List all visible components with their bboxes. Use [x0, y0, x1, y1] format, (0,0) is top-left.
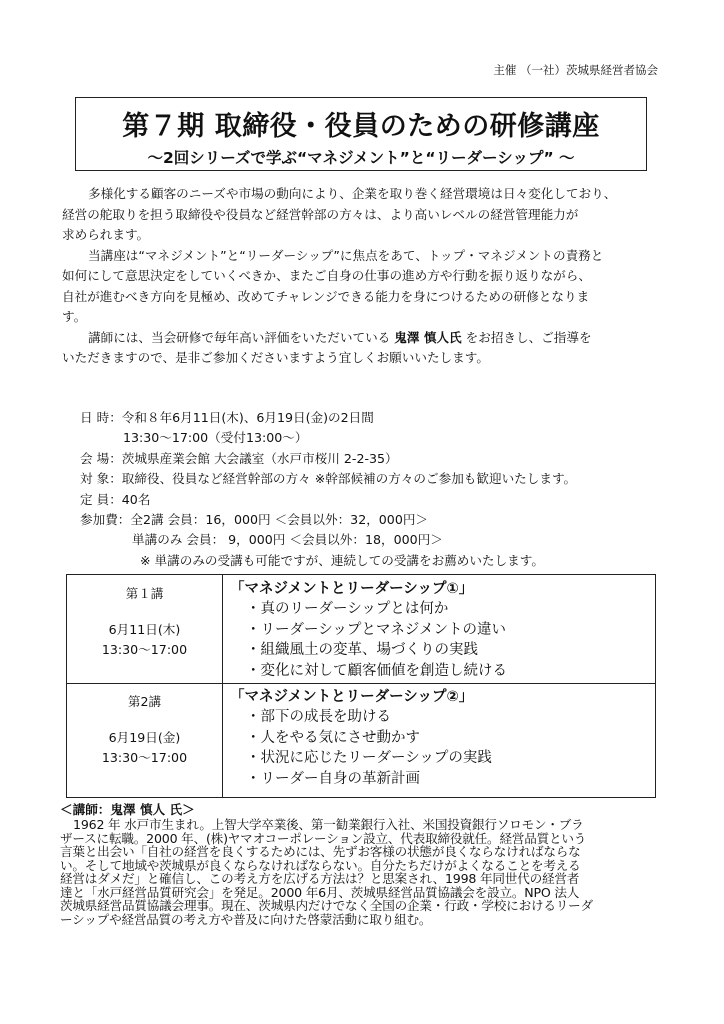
session-content — [230, 687, 649, 789]
fee-note: ※ 単講のみの受講も可能ですが、連続しての受講をお薦めいたします。 — [140, 552, 544, 568]
session-topic: ・状況に応じたリーダーシップの実践 — [246, 750, 492, 766]
fee-row — [80, 510, 680, 530]
target-label: 対 象： — [80, 471, 122, 487]
intro-line: 当講座は“マネジメント”と“リーダーシップ”に焦点をあて、トップ・マネジメントの責務と — [88, 247, 604, 263]
speaker-bio — [60, 801, 680, 926]
session-date: 6月11日(木) — [108, 622, 181, 637]
capacity-row — [80, 490, 680, 510]
page-title: 第７期 取締役・役員のための研修講座 — [122, 111, 600, 142]
session-topic: ・リーダーシップとマネジメントの違い — [246, 621, 506, 638]
session-topic: ・部下の成長を助ける — [246, 709, 391, 725]
intro-line: す。 — [62, 309, 87, 324]
fee-all: 全2講 会員：16，000円 ＜会員以外：32，000円＞ — [130, 512, 429, 528]
session-time: 13:30～17:00 — [101, 642, 188, 657]
intro-line: 求められます。 — [62, 227, 150, 242]
bio-line: 経営はダメだ」と確信し、この考え方を広げる方法は？と思案され、1998 年同世代の経営者 — [60, 871, 580, 886]
session-number: 第１講 — [125, 586, 164, 601]
speaker-name: 鬼澤 慎人氏 — [394, 329, 462, 345]
bio-line: 達と「水戸経営品質研究会」を発足。2000 年6月、茨城県経営品質協議会を設立。NPO 法人 — [60, 884, 580, 900]
fee-single: 単講のみ 会員： 9，000円 ＜会員以外：18，000円＞ — [132, 532, 443, 548]
time-value: 13:30～17:00（受付13:00～） — [123, 430, 308, 446]
session-number: 第2講 — [127, 694, 162, 709]
session-info — [67, 575, 223, 683]
intro-paragraph-1 — [62, 184, 662, 246]
venue-row — [80, 449, 680, 469]
intro-paragraph-2 — [62, 246, 662, 328]
bio-line: い。そして地域や茨城県が良くならなければならない。自分たちだけがよくなることを考える — [60, 857, 581, 873]
session-topic: ・リーダー自身の革新計画 — [246, 770, 420, 787]
target-row — [80, 469, 680, 489]
capacity-label: 定 員： — [80, 491, 122, 507]
fee-label: 参加費： — [80, 512, 131, 528]
event-details — [80, 408, 680, 571]
organizer: 主催 （一社）茨城県経営者協会 — [493, 63, 658, 77]
session-topic: ・真のリーダーシップとは何か — [246, 601, 449, 617]
intro-line: いただきますので、是非ご参加くださいますよう宜しくお願いいたします。 — [62, 350, 489, 365]
date-value: 令和８年6月11日(木)、6月19日(金)の2日間 — [121, 410, 374, 425]
session-topic: ・変化に対して顧客価値を創造し続ける — [246, 662, 507, 679]
session-topic: ・組織風土の変革、場づくりの実践 — [246, 642, 478, 658]
venue-label: 会 場： — [80, 450, 122, 466]
bio-line: 言葉と出会い「自社の経営を良くするためには、先ずお客様の状態が良くならなければならな — [60, 844, 581, 859]
session-row — [67, 683, 655, 797]
session-time: 13:30～17:00 — [101, 750, 188, 765]
intro-text — [62, 184, 662, 369]
session-title: 「マネジメントとリーダーシップ②」 — [230, 689, 474, 705]
bio-text — [60, 818, 680, 926]
intro-line: 自社が進むべき方向を見極め、改めてチャレンジできる能力を身につけるための研修となりま — [62, 288, 590, 304]
page-subtitle: ～2回シリーズで学ぶ“マネジメント”と“リーダーシップ” ～ — [147, 149, 575, 167]
bio-line: ーシップや経営品質の考え方や普及に向けた啓蒙活動に取り組む。 — [60, 911, 432, 927]
intro-line: 多様化する顧客のニーズや市場の動向により、企業を取り巻く経営環境は日々変化しており、 — [88, 186, 617, 201]
venue-value: 茨城県産業会館 大会議室（水戸市桜川 2-2-35） — [121, 450, 398, 466]
session-info — [67, 683, 223, 797]
session-date: 6月19日(金) — [108, 730, 181, 745]
intro-paragraph-3 — [62, 328, 662, 369]
fee-note-row — [80, 551, 680, 571]
session-topic: ・人をやる気にさせ動かす — [246, 729, 420, 746]
intro-line: 如何にして意思決定をしていくべきか、またご自身の仕事の進め方や行動を振り返りながら、 — [62, 268, 591, 283]
target-value: 取締役、役員など経営幹部の方々 ※幹部候補の方々のご参加も歓迎いたします。 — [121, 471, 577, 487]
date-row — [80, 408, 680, 428]
time-row — [80, 428, 680, 448]
capacity-value: 40名 — [121, 491, 151, 507]
bio-heading: ＜講師：鬼澤 慎人 氏＞ — [60, 802, 195, 817]
intro-line: 経営の舵取りを担う取締役や役員など経営幹部の方々は、より高いレベルの経営管理能力が — [62, 206, 579, 222]
bio-line: 茨城県経営品質協議会理事。現在、茨城県内だけでなく全国の企業・行政・学校におけるリーダ — [60, 898, 593, 913]
schedule-table — [66, 574, 656, 798]
fee-single-row — [80, 530, 680, 550]
bio-line: 1962 年 水戸市生まれ。上智大学卒業後、第一勧業銀行入社、米国投資銀行ソロモン・ブラ — [73, 817, 584, 832]
title-box — [75, 97, 647, 171]
intro-line: をお招きし、ご指導を — [461, 329, 592, 345]
bio-line: ザースに転職。2000 年、(株)ヤマオコーポレーション設立、代表取締役就任。経営品質という — [60, 830, 587, 846]
date-label: 日 時： — [80, 410, 122, 425]
session-content — [230, 579, 649, 681]
session-row — [67, 575, 655, 684]
session-title: 「マネジメントとリーダーシップ①」 — [230, 581, 474, 597]
intro-line: 講師には、当会研修で毎年高い評価をいただいている — [88, 329, 395, 345]
